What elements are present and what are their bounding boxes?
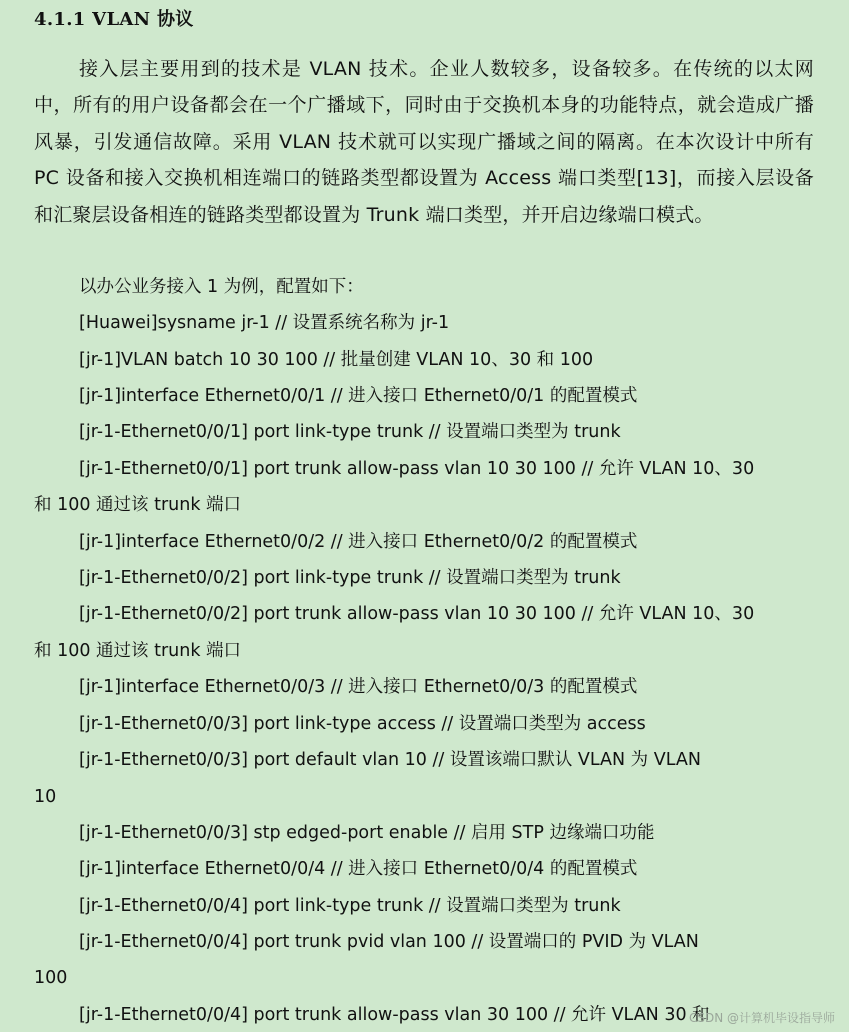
config-line: [jr-1]interface Ethernet0/0/1 // 进入接口 Ethernet0/0/1 的配置模式: [79, 386, 638, 406]
config-intro-line: 以办公业务接入 1 为例，配置如下：: [79, 277, 364, 297]
config-line: [jr-1-Ethernet0/0/1] port trunk allow-pass vlan 10 30 100 // 允许 VLAN 10、30: [79, 459, 755, 479]
config-line: [Huawei]sysname jr-1 // 设置系统名称为 jr-1: [79, 313, 450, 333]
body-paragraph: 接入层主要用到的技术是 VLAN 技术。企业人数较多，设备较多。在传统的以太网中，所有的用户设备都会在一个广播域下，同时由于交换机本身的功能特点，就会造成广播风暴，引发通信故障。采用 VLAN 技术就可以实现广播域之间的隔离。在本次设计中所有 PC 设备和接入交换机相连端口的链路类型都设置为 Access 端口类型[13]，而接入层设备和汇聚层设备相连的链路类型都设置为 Trunk 端口类型，并开启边缘端口模式。: [34, 58, 814, 226]
config-line: [jr-1]interface Ethernet0/0/3 // 进入接口 Ethernet0/0/3 的配置模式: [79, 677, 638, 697]
config-line: [jr-1-Ethernet0/0/3] stp edged-port enable // 启用 STP 边缘端口功能: [79, 823, 655, 843]
config-line: [jr-1-Ethernet0/0/2] port trunk allow-pass vlan 10 30 100 // 允许 VLAN 10、30: [79, 604, 755, 624]
config-line: [jr-1-Ethernet0/0/3] port link-type access // 设置端口类型为 access: [79, 714, 646, 734]
config-line-continuation: 和 100 通过该 trunk 端口: [34, 495, 242, 515]
config-line-continuation: 和 100 通过该 trunk 端口: [34, 641, 242, 661]
config-line: [jr-1]interface Ethernet0/0/4 // 进入接口 Ethernet0/0/4 的配置模式: [79, 859, 638, 879]
watermark: CSDN @计算机毕设指导师: [688, 1011, 835, 1025]
config-line: [jr-1-Ethernet0/0/2] port link-type trunk // 设置端口类型为 trunk: [79, 568, 621, 588]
config-line: [jr-1]VLAN batch 10 30 100 // 批量创建 VLAN 10、30 和 100: [79, 350, 594, 370]
config-line: [jr-1-Ethernet0/0/3] port default vlan 10 // 设置该端口默认 VLAN 为 VLAN: [79, 750, 701, 770]
config-line: [jr-1]interface Ethernet0/0/2 // 进入接口 Ethernet0/0/2 的配置模式: [79, 532, 638, 552]
section-heading: 4.1.1 VLAN 协议: [34, 9, 194, 30]
config-line: [jr-1-Ethernet0/0/1] port link-type trunk // 设置端口类型为 trunk: [79, 422, 621, 442]
config-line-continuation: 100: [34, 968, 68, 988]
config-line: [jr-1-Ethernet0/0/4] port trunk allow-pass vlan 30 100 // 允许 VLAN 30 和: [79, 1005, 710, 1025]
config-line: [jr-1-Ethernet0/0/4] port trunk pvid vlan 100 // 设置端口的 PVID 为 VLAN: [79, 932, 699, 952]
config-line: [jr-1-Ethernet0/0/4] port link-type trunk // 设置端口类型为 trunk: [79, 896, 621, 916]
config-line-continuation: 10: [34, 787, 57, 807]
